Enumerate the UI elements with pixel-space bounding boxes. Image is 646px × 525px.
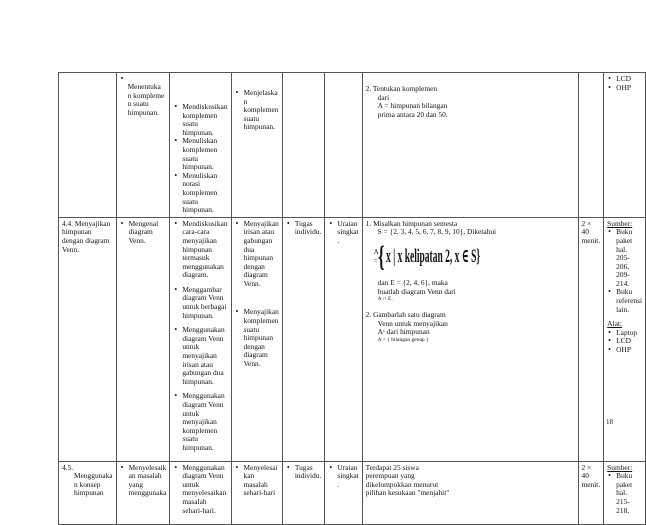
assessment-type-cell <box>282 73 324 218</box>
activity-item: • Menggambar diagram Venn untuk berbagai himpunan. <box>173 286 227 320</box>
activity-item: • Menuliskan komplemen suatu himpunan. <box>173 137 227 171</box>
instrument-line: dari <box>377 92 390 102</box>
target-item: • Menyajikan irisan atau gabungan dua himpunan dengan diagram Venn. <box>235 220 279 289</box>
target-cell <box>231 461 282 524</box>
instrument-line: buatlah diagram Venn dari <box>377 286 456 296</box>
assessment-form-cell <box>325 73 362 218</box>
tool-item: • OHP <box>607 346 642 355</box>
activity-item: • Menggunakan diagram Venn untuk menyajikan irisan atau gabungan dua himpunan. <box>173 326 227 386</box>
material-text: Menentuka n kompleme n suatu himpunan. <box>127 82 165 117</box>
source-item: • LCD <box>607 75 642 84</box>
material-cell <box>116 217 170 461</box>
target-item: • Menyelesai kan masalah sehari-hari <box>235 464 279 498</box>
material-cell <box>116 73 170 218</box>
activity-item: • Menggunakan diagram Venn untuk menyelesaikan masalah sehari-hari. <box>173 464 227 516</box>
indicator-number: 4.5. <box>62 462 74 472</box>
instrument-cell <box>362 461 578 524</box>
source-cell <box>604 73 646 218</box>
set-formula <box>373 239 575 273</box>
target-item: • Menjelaska n komplemen suatu himpunan. <box>235 89 279 132</box>
instrument-cell <box>362 217 578 461</box>
instrument-line: dikelompokkan menurut <box>365 479 439 489</box>
source-item: • Buku paket hal. 215-218, <box>607 472 642 515</box>
formula-brace: { <box>378 239 385 273</box>
instrument-cell <box>362 73 578 218</box>
activities-cell <box>170 461 231 524</box>
target-cell <box>231 217 282 461</box>
assessment-form-cell <box>325 217 362 461</box>
instrument-line: perempuan yang <box>365 471 415 481</box>
material-item: • Mengenal diagram Venn. <box>120 220 167 246</box>
instrument-line: A ∩ E . <box>377 296 395 303</box>
instrument-line: 1. Misalkan himpunan semesta <box>365 218 458 228</box>
assessment-form: • Uraian singkat . <box>328 464 358 490</box>
indicator-cell <box>59 73 117 218</box>
syllabus-table <box>58 72 646 525</box>
target-item: • Menyajikan komplemen suatu himpunan dengan diagram Venn. <box>235 308 279 368</box>
instrument-line: pilihan kesukaan "menjahit" <box>365 488 450 498</box>
activities-cell <box>170 217 231 461</box>
assessment-type-cell <box>282 217 324 461</box>
table-row <box>59 461 646 524</box>
tool-item: • Laptop <box>607 329 642 338</box>
activity-item: • Mendiskusikan cara-cara menyajikan himpunan termasuk menggunakan diagram. <box>173 220 227 280</box>
material-item: • Menyelesaik an masalah yang menggunaka <box>120 464 167 498</box>
assessment-form: • Uraian singkat . <box>328 220 358 246</box>
activity-item: • Mendiskusikan komplemen suatu himpunan. <box>173 103 227 137</box>
page-number: 18 <box>606 418 613 426</box>
formula-lhs: A = <box>373 248 379 265</box>
activity-item: • Menggunakan diagram Venn untuk menyajikan komplemen suatu himpunan. <box>173 392 227 452</box>
material-cell <box>116 461 170 524</box>
assessment-form-cell <box>325 461 362 524</box>
source-item: • Buku referensi lain. <box>607 288 642 314</box>
assessment-type: • Tugas individu. <box>286 220 321 237</box>
activity-item: • Menuliskan notasi komplemen suatu himpunan. <box>173 172 227 215</box>
tools-label: Alat: <box>607 319 622 329</box>
instrument-line: Venn untuk menyajikan <box>377 318 448 328</box>
table-row <box>59 73 646 218</box>
activities-cell <box>170 73 231 218</box>
source-label: Sumber: <box>607 218 633 228</box>
indicator-cell <box>59 461 117 524</box>
source-item: • OHP <box>607 84 642 93</box>
instrument-line: prima antara 20 dan 50. <box>377 109 448 119</box>
instrument-line: 2. Gambarlah satu diagram <box>365 310 446 320</box>
instrument-line: A = { bilangan genap } <box>377 336 429 343</box>
indicator-text: Menggunaka n konsep himpunan <box>74 471 113 498</box>
table-row <box>59 217 646 461</box>
time-cell: 2 × 40 menit. <box>578 217 604 461</box>
instrument-line: Aᶜ dari himpunan <box>377 327 430 337</box>
instrument-line: S = {2, 3, 4, 5, 6, 7, 8, 9, 10}, Diketahui <box>377 227 497 237</box>
instrument-line: 2. Tentukan komplemen <box>365 84 438 93</box>
source-label: Sumber: <box>607 462 633 472</box>
formula-body: x | x kelipatan 2, x ∈ S} <box>386 245 481 267</box>
source-cell <box>604 461 646 524</box>
source-item: • Buku paket hal. 205-206, 209-214. <box>607 228 642 288</box>
assessment-type-cell <box>282 461 324 524</box>
instrument-line: dan E = {2, 4, 6}, maka <box>377 277 448 287</box>
time-cell: 2 × 40 menit. <box>578 461 604 524</box>
instrument-line: A = himpunan bilangan <box>377 101 448 111</box>
indicator-cell: 4.4. Menyajikan himpunan dengan diagram Venn. <box>59 217 117 461</box>
tool-item: • LCD <box>607 337 642 346</box>
instrument-line: Terdapat 25 siswa <box>365 462 419 472</box>
target-cell <box>231 73 282 218</box>
assessment-type: • Tugas individu. <box>286 464 321 481</box>
time-cell <box>578 73 604 218</box>
